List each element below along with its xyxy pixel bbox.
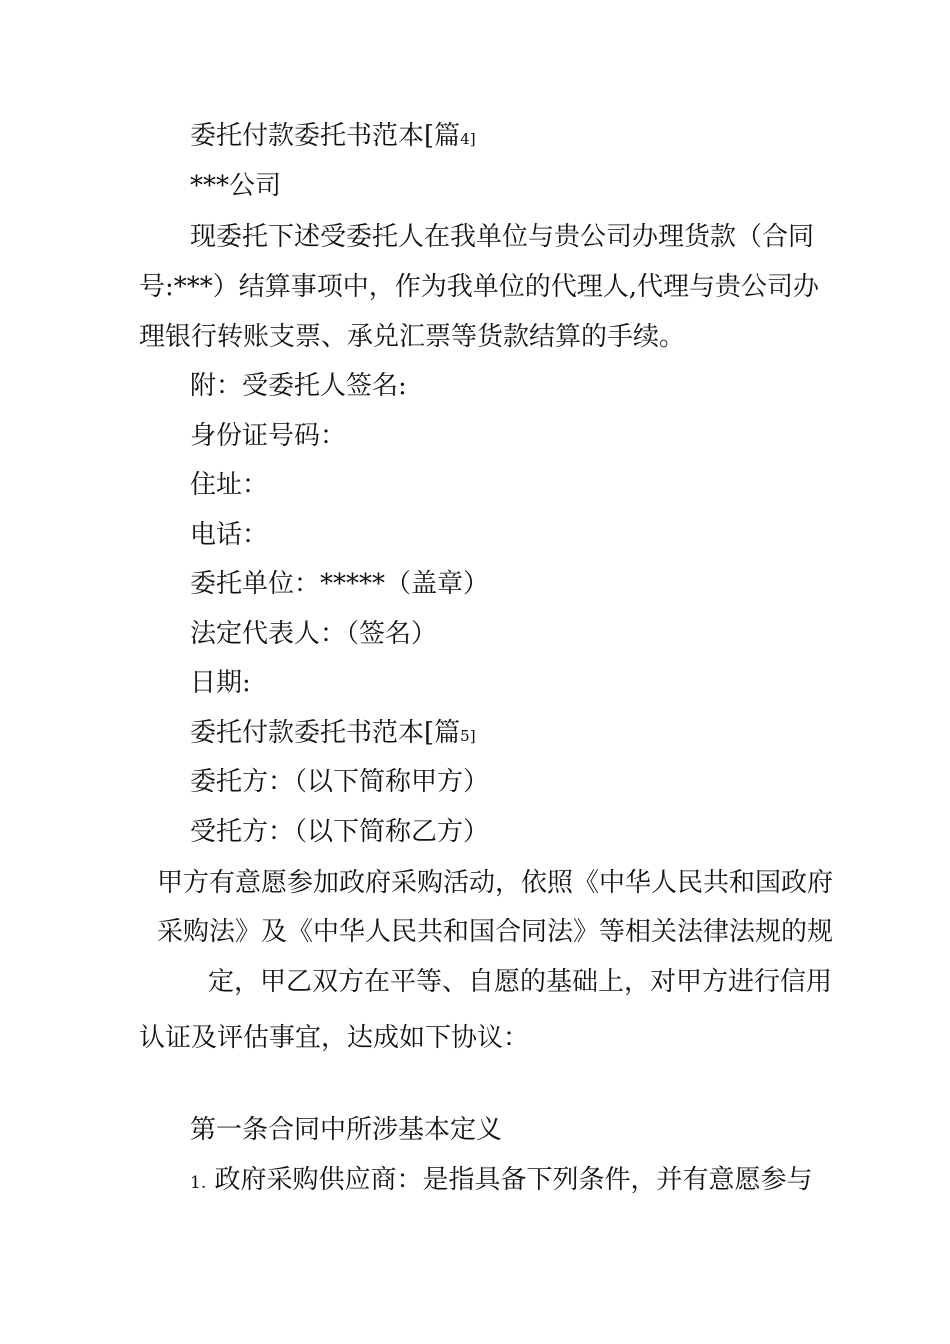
definition-item: [190, 1164, 813, 1199]
paragraph-line: 采购法》及《中华人民共和国合同法》等相关法律法规的规: [157, 917, 834, 947]
section-title-5: [190, 717, 476, 752]
section-title-4: [190, 120, 476, 155]
title-number: 4]: [460, 130, 476, 148]
item-text: 政府采购供应商：是指具备下列条件，并有意愿参与: [214, 1165, 813, 1195]
entrusting-unit-line: 委托单位：*****（盖章）: [190, 569, 490, 599]
date-line: 日期:: [190, 668, 251, 698]
title-text: 委托付款委托书范本[篇: [190, 718, 461, 748]
paragraph-line: 认证及评估事宜，达成如下协议：: [139, 1023, 530, 1053]
attach-signature-line: 附：受委托人签名:: [190, 371, 407, 401]
item-number: 1.: [190, 1173, 207, 1193]
party-b-line: 受托方：（以下简称乙方）: [190, 817, 490, 847]
id-number-line: 身份证号码：: [190, 421, 347, 451]
address-line: 住址：: [190, 470, 269, 500]
party-a-line: 委托方：（以下简称甲方）: [190, 767, 490, 797]
paragraph-line: 现委托下述受委托人在我单位与贵公司办理货款（合同: [190, 222, 815, 252]
paragraph-line: 甲方有意愿参加政府采购活动，依照《中华人民共和国政府: [157, 868, 834, 898]
legal-representative-line: 法定代表人：（签名）: [190, 619, 438, 649]
phone-line: 电话：: [190, 520, 269, 550]
title-text: 委托付款委托书范本[篇: [190, 121, 461, 151]
paragraph-line: 理银行转账支票、承兑汇票等货款结算的手续。: [139, 322, 686, 352]
paragraph-line: 号:***）结算事项中，作为我单位的代理人,代理与贵公司办: [139, 272, 820, 302]
company-line: ***公司: [190, 171, 282, 201]
article-heading: 第一条合同中所涉基本定义: [190, 1115, 503, 1145]
title-number: 5]: [460, 727, 476, 745]
paragraph-line: 定，甲乙双方在平等、自愿的基础上，对甲方进行信用: [208, 967, 833, 997]
